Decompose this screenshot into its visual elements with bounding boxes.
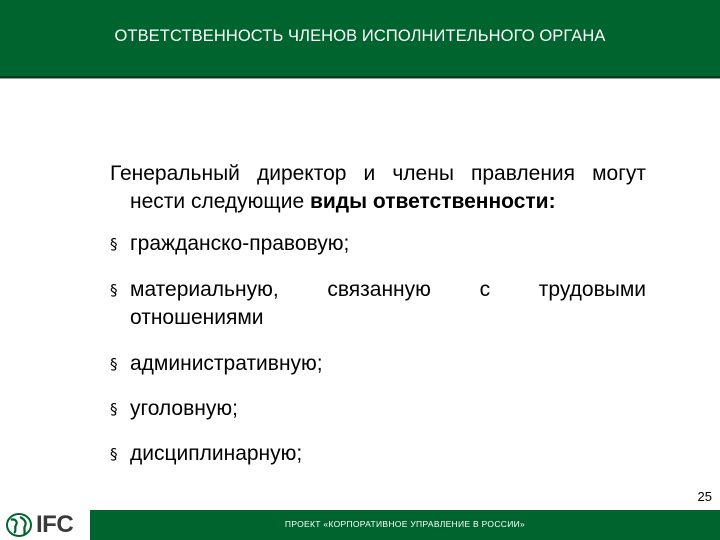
bullet-marker: § — [110, 445, 118, 463]
ifc-logo — [6, 511, 86, 539]
intro-paragraph — [110, 160, 646, 216]
intro-text: Генеральный директор и члены правления могут нести следующие — [110, 162, 646, 213]
page-number: 25 — [697, 489, 712, 504]
list-item — [110, 395, 646, 423]
bullet-marker: § — [110, 400, 118, 418]
list-item-text: дисциплинарную; — [130, 442, 303, 465]
page-title: ОТВЕТСТВЕННОСТЬ ЧЛЕНОВ ИСПОЛНИТЕЛЬНОГО ОРГАНА — [114, 27, 606, 45]
list-item — [110, 350, 646, 378]
list-item-text: уголовную; — [130, 397, 238, 420]
list-item-text: гражданско-правовую; — [130, 232, 350, 255]
bullet-marker: § — [110, 355, 118, 373]
header-bar — [0, 0, 720, 78]
list-item — [110, 276, 646, 332]
list-item — [110, 230, 646, 258]
responsibility-list — [110, 230, 646, 468]
footer-bar — [90, 510, 720, 540]
content-body — [110, 160, 646, 468]
project-name: ПРОЕКТ «КОРПОРАТИВНОЕ УПРАВЛЕНИЕ В РОССИИ» — [284, 519, 526, 529]
bullet-marker: § — [110, 281, 118, 299]
list-item-text: административную; — [130, 352, 323, 375]
header-divider — [0, 78, 720, 79]
intro-bold-text: виды ответственности: — [309, 190, 556, 213]
logo-text: IFC — [36, 511, 74, 538]
list-item-text: материальную, связанную с трудовыми отношениями — [130, 278, 646, 329]
bullet-marker: § — [110, 235, 118, 253]
globe-icon — [6, 513, 32, 537]
list-item — [110, 440, 646, 468]
